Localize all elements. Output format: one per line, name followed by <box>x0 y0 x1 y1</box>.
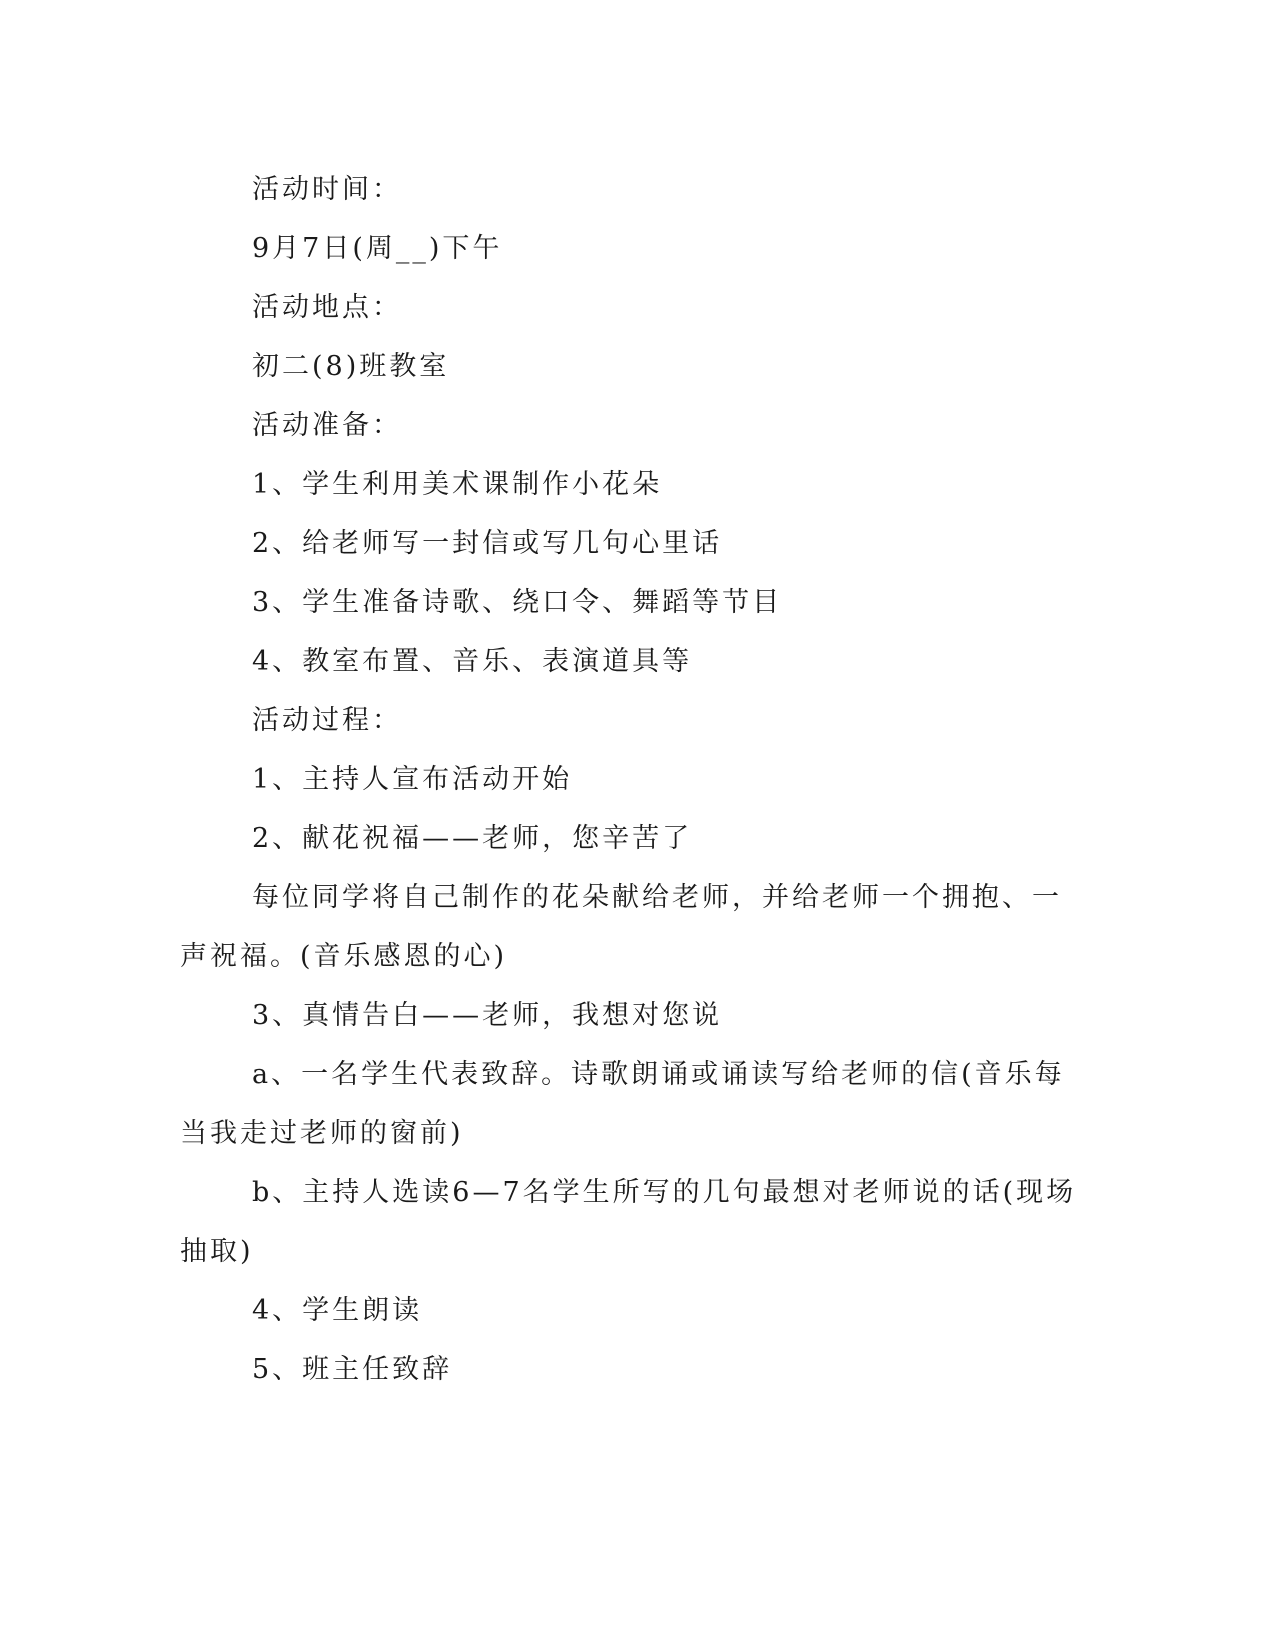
activity-location-value: 初二(8)班教室 <box>252 351 450 382</box>
activity-preparation-heading: 活动准备： <box>252 410 402 441</box>
activity-location-heading: 活动地点： <box>252 292 402 323</box>
process-item: 5、班主任致辞 <box>252 1354 453 1385</box>
process-paragraph: b、主持人选读6—7名学生所写的几句最想对老师说的话(现场抽取) <box>180 1177 1077 1267</box>
activity-time-heading: 活动时间： <box>252 174 402 205</box>
preparation-item: 3、学生准备诗歌、绕口令、舞蹈等节目 <box>252 587 783 618</box>
activity-process-heading: 活动过程： <box>252 705 402 736</box>
process-paragraph: a、一名学生代表致辞。诗歌朗诵或诵读写给老师的信(音乐每当我走过老师的窗前) <box>180 1059 1065 1149</box>
preparation-item: 4、教室布置、音乐、表演道具等 <box>252 646 693 677</box>
process-item: 4、学生朗读 <box>252 1295 423 1326</box>
document-body <box>180 160 1080 1399</box>
preparation-item: 1、学生利用美术课制作小花朵 <box>252 469 663 500</box>
activity-time-value: 9月7日(周__)下午 <box>252 233 503 264</box>
process-item: 3、真情告白——老师，我想对您说 <box>252 1000 723 1031</box>
process-item: 1、主持人宣布活动开始 <box>252 764 573 795</box>
process-item: 2、献花祝福——老师，您辛苦了 <box>252 823 693 854</box>
process-paragraph: 每位同学将自己制作的花朵献给老师，并给老师一个拥抱、一声祝福。(音乐感恩的心) <box>180 882 1062 972</box>
preparation-item: 2、给老师写一封信或写几句心里话 <box>252 528 723 559</box>
